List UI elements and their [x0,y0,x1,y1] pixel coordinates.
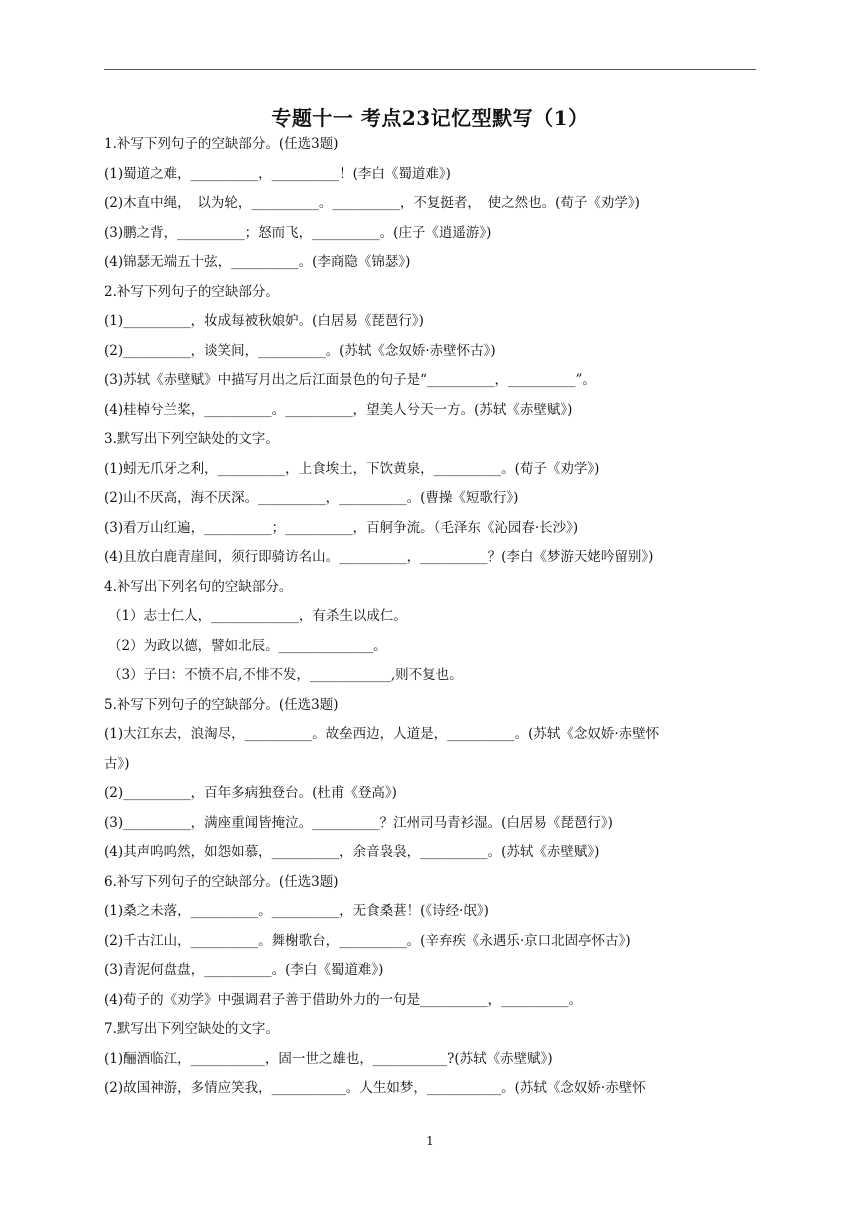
question-line: (4)桂棹兮兰桨，__________。__________，望美人兮天一方。(苏轼《赤壁赋》) [104,401,573,418]
question-line: （3）子曰：不愤不启,不悱不发，____________,则不复也。 [108,667,463,683]
question-line: (3)鹏之背，__________；怒而飞，__________。(庄子《逍遥游》) [104,224,492,241]
question-heading-5: 5.补写下列句子的空缺部分。(任选3题) [104,696,339,713]
question-line: (1)__________，妆成每被秋娘妒。(白居易《琵琶行》) [104,313,424,329]
question-heading-1: 1.补写下列句子的空缺部分。(任选3题) [104,136,339,152]
question-line: (2)__________，百年多病独登台。(杜甫《登高》) [104,785,397,801]
question-line: (3)青泥何盘盘，__________。(李白《蜀道难》) [104,962,384,978]
header-rule [104,69,756,70]
question-line: (1)大江东去，浪淘尽，__________。故垒西边，人道是，__________。(苏轼《念奴娇·赤壁怀 [104,726,660,742]
question-line: (4)锦瑟无端五十弦，__________。(李商隐《锦瑟》) [104,254,411,270]
question-heading-2: 2.补写下列句子的空缺部分。 [104,283,279,300]
question-line: (3)__________，满座重闻皆掩泣。__________？江州司马青衫湿。(白居易《琵琶行》) [104,814,613,831]
question-line: (1)桑之未落，__________。__________，无食桑葚！(《诗经·氓》) [104,903,489,919]
page-title: 专题十一 考点23记忆型默写（1） [271,106,589,130]
question-line: (3)苏轼《赤壁赋》中描写月出之后江面景色的句子是“__________，__________”。 [104,372,596,388]
question-line: (4)荀子的《劝学》中强调君子善于借助外力的一句是__________，__________。 [104,991,583,1008]
question-line: (1)酾酒临江，___________，固一世之雄也，___________?(苏轼《赤壁赋》) [104,1050,553,1067]
question-heading-4: 4.补写出下列名句的空缺部分。 [104,578,293,595]
question-line: (1)蜀道之难，__________，__________！(李白《蜀道难》) [104,165,451,182]
question-line: (2)故国神游，多情应笑我，___________。人生如梦，___________。(苏轼《念奴娇·赤壁怀 [104,1080,646,1096]
question-line: （1）志士仁人，_____________，有杀生以成仁。 [108,608,407,624]
question-line: (2)木直中绳， 以为轮，__________。__________，不复挺者， 使之然也。(荀子《劝学》) [104,195,640,211]
question-line: (1)蚓无爪牙之利，__________，上食埃土，下饮黄泉，__________。(荀子《劝学》) [104,460,600,477]
question-line: (2)山不厌高，海不厌深。__________，__________。(曹操《短歌行》) [104,490,519,506]
question-line: （2）为政以德，譬如北辰。______________。 [108,637,387,654]
question-line: (2)__________，谈笑间，__________。(苏轼《念奴娇·赤壁怀古》) [104,342,496,359]
question-heading-6: 6.补写下列句子的空缺部分。(任选3题) [104,873,339,890]
question-line: (3)看万山红遍，__________；__________，百舸争流。（毛泽东《沁园春·长沙》) [104,519,579,536]
question-line: (4)且放白鹿青崖间，须行即骑访名山。__________，__________？(李白《梦游天姥吟留别》) [104,549,654,565]
question-heading-7: 7.默写出下列空缺处的文字。 [104,1021,279,1037]
question-line-continued: 古》) [104,755,130,772]
page-number: 1 [426,1134,434,1148]
document-body [104,130,756,1104]
question-line: (4)其声呜呜然，如怨如慕，__________，余音袅袅，__________。(苏轼《赤壁赋》) [104,844,600,860]
question-heading-3: 3.默写出下列空缺处的文字。 [104,431,279,447]
question-line: (2)千古江山，__________。舞榭歌台，__________。(辛弃疾《永遇乐·京口北固亭怀古》) [104,932,631,949]
